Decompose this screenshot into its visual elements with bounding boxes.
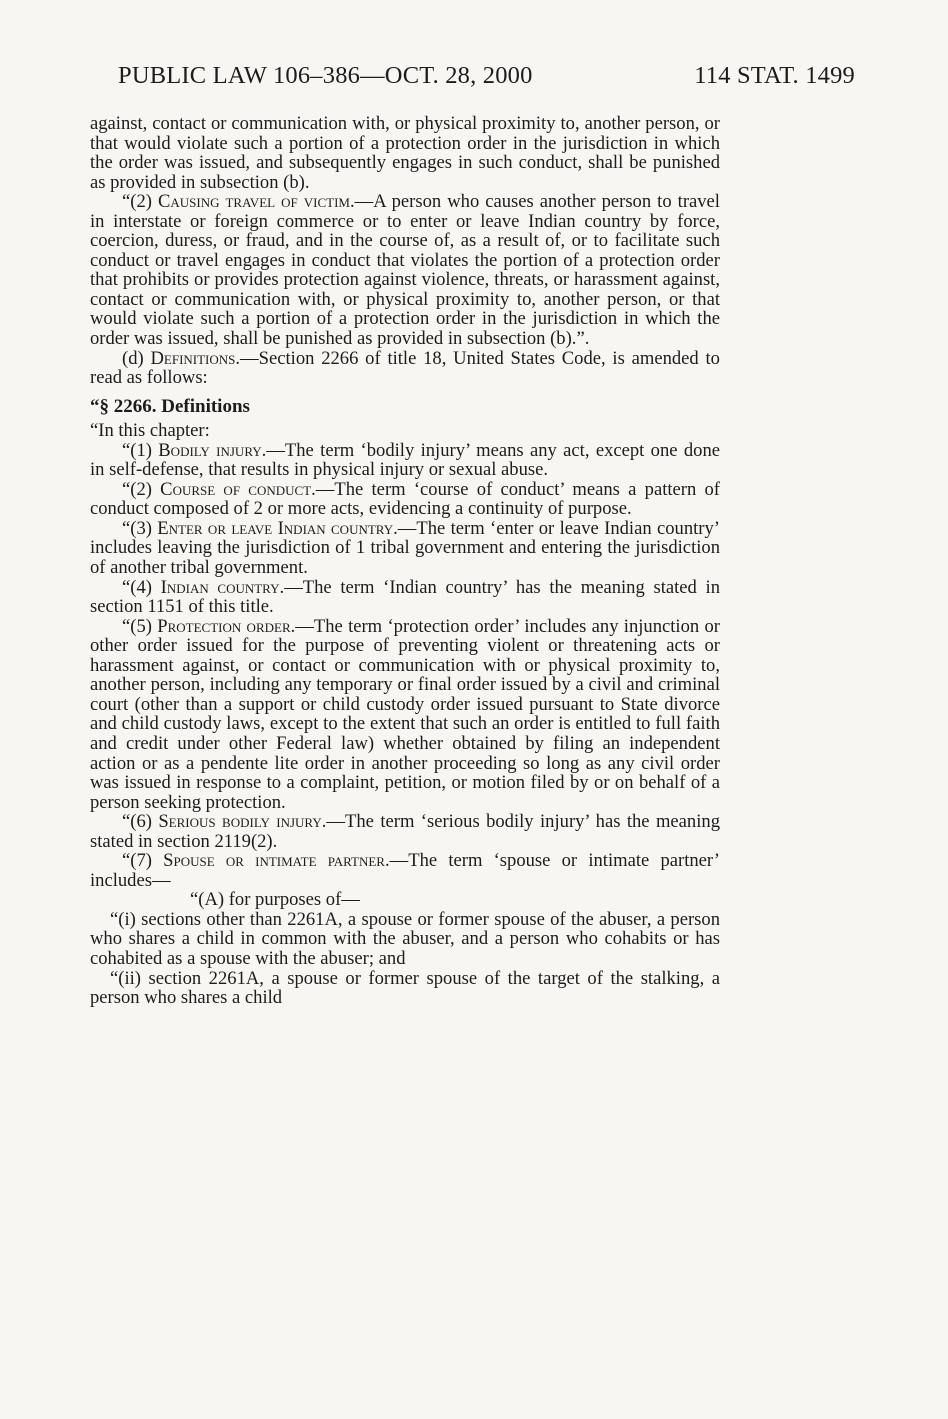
definitions-intro: “In this chapter: — [90, 420, 210, 442]
clause-i: “(i) sections other than 2261A, a spouse or former spouse of the abuser, a person who shares a child in common with the abuser, and a person who cohabits or has cohabited as a spouse with the abuser; and — [90, 908, 720, 969]
definition-enter-or-leave-indian-country: “(3) Enter or leave Indian country.—The term ‘enter or leave Indian country’ includes leaving the jurisdiction of 1 tribal government and entering the jurisdiction of another tribal government. — [90, 517, 720, 579]
subparagraph-a: “(A) for purposes of— — [190, 889, 360, 911]
definition-serious-bodily-injury: “(6) Serious bodily injury.—The term ‘serious bodily injury’ has the meaning stated in section 2119(2). — [90, 811, 720, 852]
definition-term: Course of conduct. — [160, 478, 316, 500]
definition-course-of-conduct: “(2) Course of conduct.—The term ‘course of conduct’ means a pattern of conduct composed of 2 or more acts, evidencing a continuity of purpose. — [90, 478, 720, 520]
paragraph-causing-travel: “(2) Causing travel of victim.—A person who causes another person to travel in interstate or foreign commerce or to enter or leave Indian country by force, coercion, duress, or fraud, and in the course of, as a result of, or to facilitate such conduct or travel engages in conduct that violates the portion of a protection order that prohibits or provides protection against violence, threats, or harassment against, contact or communication with, or physical proximity to, another person, or that would violate such a portion of a protection order in the jurisdiction in which the order was issued, shall be punished as provided in subsection (b).”. — [90, 191, 720, 350]
definition-protection-order: “(5) Protection order.—The term ‘protection order’ includes any injunction or other order issued for the purpose of preventing violent or threatening acts or harassment against, or contact or communication with or physical proximity to, another person, including any temporary or final order issued by a civil and criminal court (other than a support or child custody order issued pursuant to State divorce and child custody laws, except to the extent that such an order is entitled to full faith and credit under other Federal law) whether obtained by filing an independent action or as a pendente lite order in another proceeding so long as any civil order was issued in response to a complaint, petition, or motion filed by or on behalf of a person seeking protection. — [90, 615, 720, 813]
definition-term: Protection order. — [157, 615, 296, 637]
paragraph-heading: Definitions. — [150, 347, 241, 369]
paragraph-definitions-amendment: (d) Definitions.—Section 2266 of title 18, United States Code, is amended to read as follows: — [90, 347, 720, 389]
definition-term: Enter or leave Indian country. — [157, 517, 398, 539]
definition-term: Serious bodily injury. — [158, 811, 327, 833]
section-heading: “§ 2266. Definitions — [90, 395, 250, 417]
header-citation: PUBLIC LAW 106–386—OCT. 28, 2000 — [118, 62, 533, 89]
document-body — [90, 114, 720, 1008]
clause-ii: “(ii) section 2261A, a spouse or former spouse of the target of the stalking, a person who shares a child — [90, 967, 720, 1009]
paragraph-heading: Causing travel of victim. — [157, 191, 355, 213]
definition-term: Spouse or intimate partner. — [163, 850, 390, 872]
definition-indian-country: “(4) Indian country.—The term ‘Indian country’ has the meaning stated in section 1151 of this title. — [90, 576, 720, 618]
header-stat-page: 114 STAT. 1499 — [694, 62, 855, 89]
definition-term: Bodily injury. — [158, 439, 267, 461]
page-header — [118, 62, 855, 90]
paragraph-continuation: against, contact or communication with, or physical proximity to, another person, or that would violate such a portion of a protection order in the jurisdiction in which the order was issued, and subsequently engages in such conduct, shall be punished as provided in subsection (b). — [90, 113, 720, 193]
definition-spouse-or-intimate-partner: “(7) Spouse or intimate partner.—The term ‘spouse or intimate partner’ includes— — [90, 850, 720, 891]
definition-term: Indian country. — [160, 576, 285, 598]
definition-bodily-injury: “(1) Bodily injury.—The term ‘bodily injury’ means any act, except one done in self-defense, that results in physical injury or sexual abuse. — [90, 439, 720, 481]
